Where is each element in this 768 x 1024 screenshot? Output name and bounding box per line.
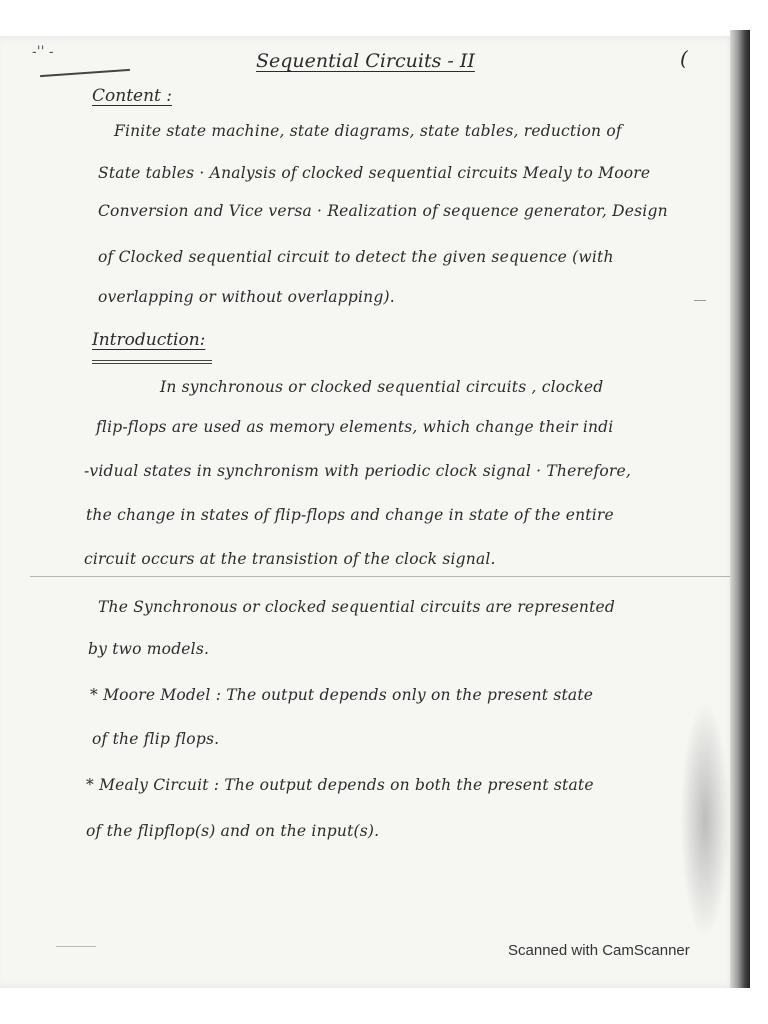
- intro-line: by two models.: [88, 640, 210, 658]
- intro-line: circuit occurs at the transistion of the clock signal.: [84, 550, 496, 568]
- margin-dash: [694, 300, 706, 301]
- intro-line: * Moore Model : The output depends only on the present state: [90, 686, 594, 704]
- intro-line: flip-flops are used as memory elements, which change their indi: [96, 418, 614, 436]
- intro-line: The Synchronous or clocked sequential circuits are represented: [98, 598, 616, 616]
- page-mark: (: [680, 46, 688, 70]
- content-line: Conversion and Vice versa · Realization of sequence generator, Design: [98, 202, 668, 220]
- content-line: of Clocked sequential circuit to detect the given sequence (with: [98, 248, 614, 266]
- intro-line: * Mealy Circuit : The output depends on both the present state: [86, 776, 594, 794]
- scan-border: [0, 988, 768, 1024]
- intro-line: of the flipflop(s) and on the input(s).: [86, 822, 380, 840]
- intro-line: the change in states of flip-flops and change in state of the entire: [86, 506, 614, 524]
- footer-dash: [56, 946, 96, 947]
- page-edge-shadow: [730, 30, 750, 990]
- introduction-heading: Introduction:: [92, 330, 206, 350]
- content-heading: Content :: [92, 86, 172, 106]
- ruled-line: [30, 576, 730, 577]
- introduction-underline: [92, 360, 212, 364]
- intro-line: -vidual states in synchronism with periodic clock signal · Therefore,: [84, 462, 632, 480]
- scanner-watermark: Scanned with CamScanner: [508, 942, 690, 959]
- intro-line: In synchronous or clocked sequential circuits , clocked: [160, 378, 604, 396]
- page-title: Sequential Circuits - II: [256, 50, 475, 72]
- content-line: overlapping or without overlapping).: [98, 288, 395, 306]
- scan-smudge: [680, 700, 730, 940]
- content-line: State tables · Analysis of clocked sequential circuits Mealy to Moore: [98, 164, 651, 182]
- corner-scribble: -'' -: [32, 44, 54, 60]
- intro-line: of the flip flops.: [92, 730, 220, 748]
- content-line: Finite state machine, state diagrams, state tables, reduction of: [114, 122, 622, 140]
